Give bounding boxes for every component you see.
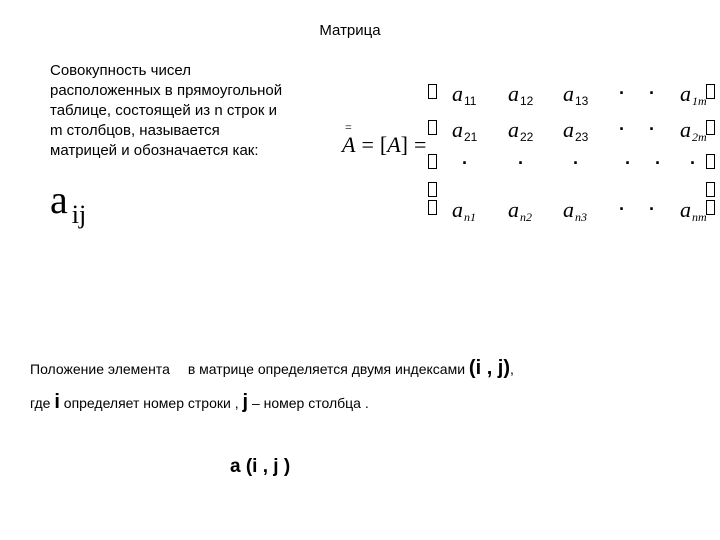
matrix-element [508,82,533,113]
matrix-element [680,82,707,113]
bracket-right: ] [400,132,408,157]
text-column-number: – номер столбца . [251,395,369,411]
element-index: n2 [520,210,532,224]
ellipsis-dot: · [462,153,468,173]
matrix-bracket-glyph [428,120,437,135]
bracket-left: [ [379,132,388,157]
matrix-symbol: A [342,132,356,157]
index-i: i [54,391,60,413]
element-base: a [563,117,574,142]
matrix-bracket-glyph [428,200,437,215]
matrix-element [508,118,533,149]
element-index: 2m [692,130,707,144]
matrix-bracket-glyph [706,200,715,215]
matrix-element [563,118,588,149]
element-base: a [680,117,691,142]
definition-line: расположенных в прямоугольной [50,82,283,99]
ellipsis-dot: · [619,83,625,103]
matrix-element [452,82,476,113]
ellipsis-dot: · [619,119,625,139]
matrix-bracket-glyph [706,84,715,99]
matrix-bracket-glyph [706,120,715,135]
ellipsis-dot: · [625,153,631,173]
ellipsis-dot: · [518,153,524,173]
notation-subscript: ij [71,200,87,229]
element-index: 1m [692,94,707,108]
matrix-element [452,198,476,229]
ellipsis-dot: · [655,153,661,173]
element-base: a [508,117,519,142]
definition-line: m столбцов, называется [50,122,220,139]
matrix-element [680,118,707,149]
element-base: a [680,197,691,222]
element-notation [50,177,87,229]
matrix-bracket-glyph [706,154,715,169]
element-index: 13 [575,94,589,108]
matrix-bracket-glyph [428,182,437,197]
indices-label: (i , j) [468,357,511,379]
element-base: a [563,81,574,106]
explanation-line-1 [30,352,700,386]
text-row-number: определяет номер строки , [63,395,239,411]
matrix-bracket-glyph [706,182,715,197]
ellipsis-dot: · [649,199,655,219]
element-index: nm [692,210,707,224]
matrix-bar-symbol: = [345,120,352,134]
element-base: a [508,81,519,106]
matrix-element [680,198,707,229]
matrix-element [563,82,588,113]
matrix-lhs [342,120,432,158]
matrix-element [563,198,587,229]
index-j: j [242,391,249,413]
element-base: a [508,197,519,222]
ellipsis-dot: · [573,153,579,173]
matrix-element [452,118,477,149]
element-base: a [452,117,463,142]
element-base: a [452,81,463,106]
text-where: где [30,395,51,411]
element-index: 21 [464,130,478,144]
notation-base: a [50,177,68,222]
element-index: 22 [520,130,534,144]
element-index: 11 [464,94,477,108]
ellipsis-dot: · [649,119,655,139]
element-base: a [680,81,691,106]
element-index: 23 [575,130,589,144]
ellipsis-dot: · [649,83,655,103]
definition-line: таблице, состоящей из n строк и [50,102,278,119]
text-comma: , [510,361,514,377]
element-formula: a (i , j ) [230,456,291,477]
matrix-bracket-glyph [428,154,437,169]
text-position: Положение элемента [30,361,170,377]
element-index: n1 [464,210,476,224]
explanation-line-2 [30,386,700,420]
index-explanation [30,352,700,420]
matrix-bracket-glyph [428,84,437,99]
text-determined: в матрице определяется двумя индексами [187,361,466,377]
element-index: 12 [520,94,534,108]
ellipsis-dot: · [619,199,625,219]
matrix-element [508,198,532,229]
element-index: n3 [575,210,587,224]
equals-sign: = [413,132,427,157]
definition-text [50,61,340,161]
element-base: a [563,197,574,222]
definition-line: матрицей и обозначается как: [50,142,259,159]
ellipsis-dot: · [690,153,696,173]
equals-sign: = [361,132,374,157]
definition-line: Совокупность чисел [50,62,191,79]
matrix-symbol-bracketed: A [387,132,401,157]
page-title: Матрица [319,22,381,39]
element-base: a [452,197,463,222]
